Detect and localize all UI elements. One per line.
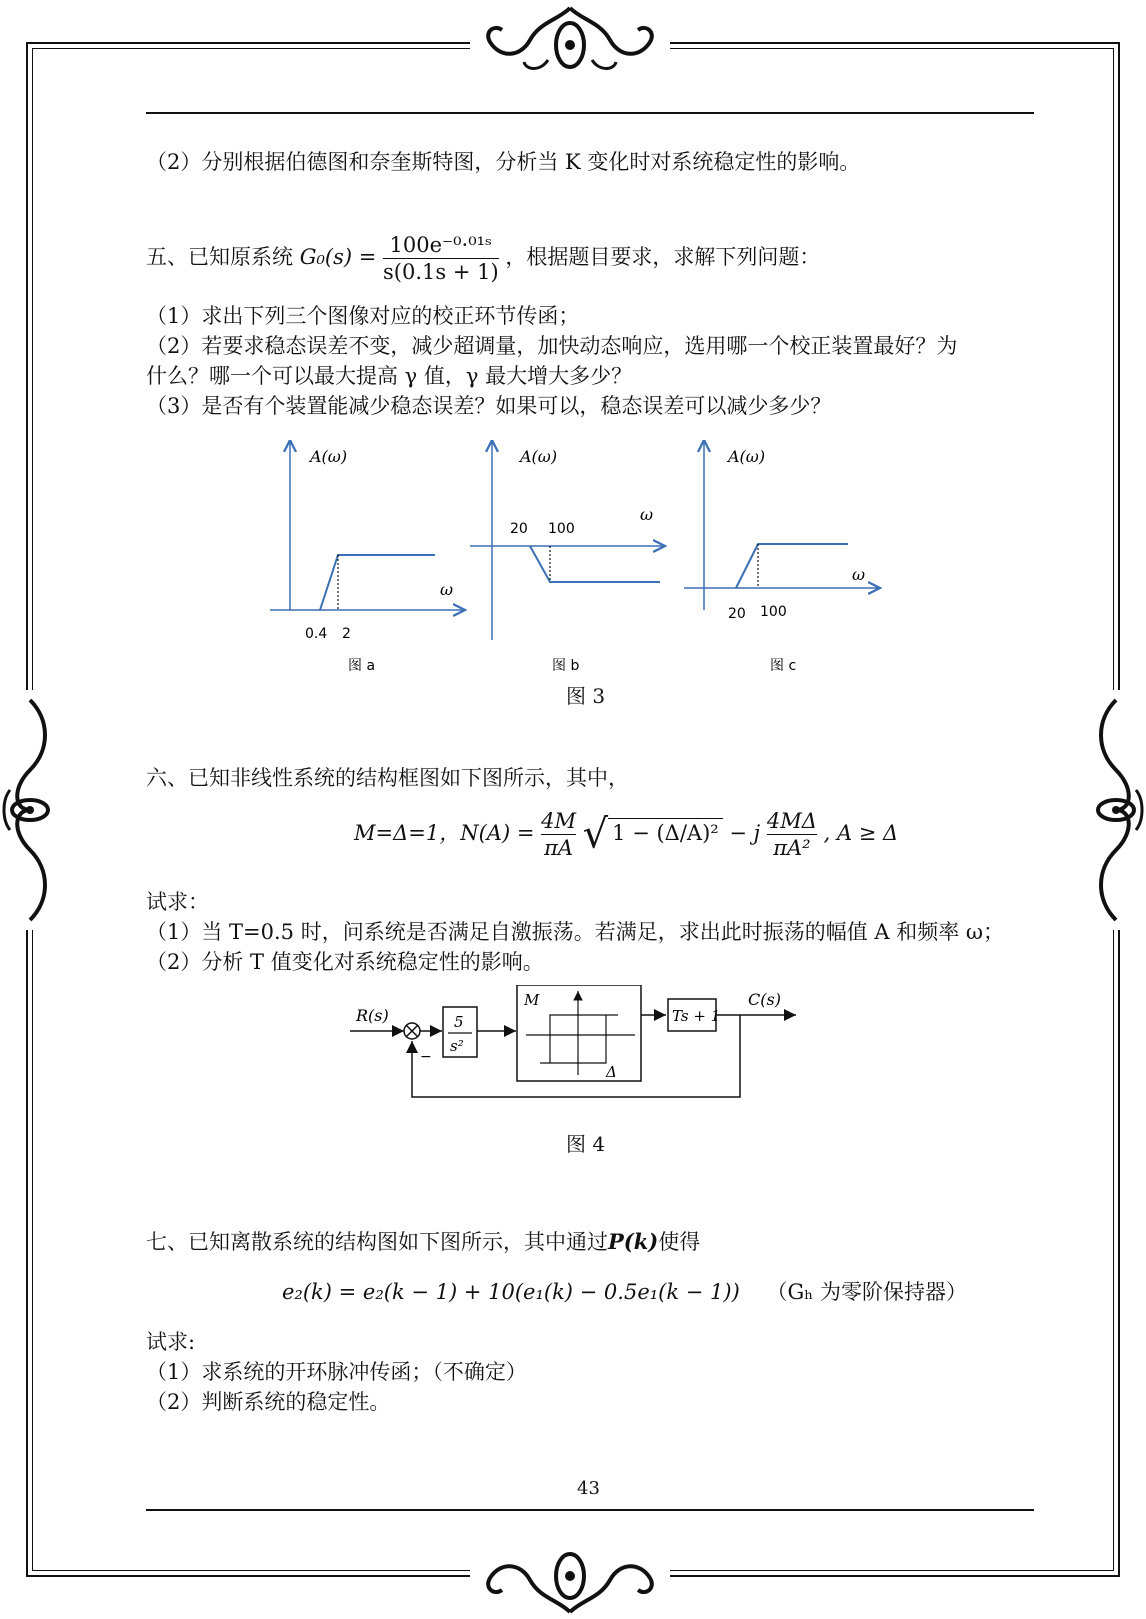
- plot-b: [470, 440, 665, 674]
- q6-part2: （2）分析 T 值变化对系统稳定性的影响。: [146, 950, 544, 974]
- plot-c-ylabel: A(ω): [728, 447, 766, 466]
- q6-frac1-den: πA: [541, 834, 576, 861]
- q6-frac2: [767, 808, 817, 861]
- figure4-caption: 图 4: [566, 1132, 606, 1156]
- footer-rule: [146, 1509, 1034, 1511]
- q5-intro: [146, 232, 820, 285]
- fig4-block1-den: s²: [450, 1037, 464, 1055]
- fig4-nl-delta: Δ: [606, 1063, 617, 1081]
- plot-b-tick-1: 20: [510, 521, 528, 537]
- plot-a-tick-2: 2: [342, 626, 351, 642]
- fig4-output-label: C(s): [748, 990, 781, 1009]
- q6-sqrt-sign: √: [582, 811, 609, 858]
- fig4-nl-M: M: [524, 991, 540, 1009]
- plot-a-caption: 图 a: [348, 658, 376, 674]
- q5-part1: （1）求出下列三个图像对应的校正环节传函；: [146, 304, 580, 328]
- q7-equation-line: [282, 1278, 967, 1306]
- q6-formula: [354, 808, 898, 861]
- plot-a: [270, 440, 465, 674]
- left-ornament: [0, 690, 62, 930]
- q7-part1: （1）求系统的开环脉冲传函；（不确定）: [146, 1360, 527, 1384]
- q6-condition: , A ≥ Δ: [823, 821, 899, 845]
- q6-frac1-num: 4M: [541, 809, 576, 833]
- fig4-block3-label: Ts + 1: [672, 1007, 721, 1025]
- plot-b-ylabel: A(ω): [520, 447, 558, 466]
- fig4-input-label: R(s): [356, 1006, 389, 1025]
- plot-a-xlabel: ω: [440, 580, 454, 599]
- figure3-plots: [270, 440, 910, 680]
- plot-a-tick-1: 0.4: [305, 626, 328, 642]
- q7-part2: （2）判断系统的稳定性。: [146, 1390, 391, 1414]
- q6-ask: 试求：: [146, 890, 209, 914]
- q5-fraction: [383, 232, 499, 285]
- bottom-ornament: [470, 1540, 670, 1619]
- plot-c-tick-2: 100: [760, 604, 787, 620]
- fig4-minus-sign: −: [420, 1049, 432, 1065]
- q6-intro: 六、已知非线性系统的结构框图如下图所示，其中，: [146, 766, 629, 790]
- q6-minus-j: − j: [729, 821, 761, 845]
- q5-part2b: 什么？哪一个可以最大提高 γ 值，γ 最大增大多少？: [146, 364, 633, 388]
- plot-c-xlabel: ω: [852, 565, 866, 584]
- q6-frac2-num: 4MΔ: [766, 809, 817, 833]
- q7-pk: P(k): [608, 1229, 659, 1254]
- q7-intro-post: 使得: [658, 1230, 701, 1254]
- plot-c: [684, 440, 880, 674]
- figure3-caption: 图 3: [566, 684, 606, 708]
- plot-c-caption: 图 c: [770, 658, 797, 674]
- plot-b-tick-2: 100: [548, 521, 575, 537]
- plot-c-tick-1: 20: [728, 606, 746, 622]
- right-ornament: [1084, 690, 1146, 930]
- q7-note: （Gₕ 为零阶保持器）: [766, 1280, 968, 1304]
- q5-g0: G₀(s) =: [299, 245, 377, 269]
- q6-frac2-den: πA²: [767, 834, 817, 861]
- top-ornament: [470, 0, 670, 80]
- plot-b-caption: 图 b: [552, 658, 580, 674]
- q4-part2: （2）分别根据伯德图和奈奎斯特图，分析当 K 变化时对系统稳定性的影响。: [146, 150, 861, 174]
- page-number: 43: [577, 1478, 600, 1499]
- figure4-block-diagram: [350, 985, 830, 1135]
- q6-sqrt-body: 1 − (Δ/A)²: [608, 818, 723, 847]
- fig4-block1-num: 5: [454, 1013, 464, 1031]
- q5-intro-post: ，根据题目要求，求解下列问题：: [505, 245, 821, 269]
- q5-intro-pre: 五、已知原系统: [146, 245, 300, 269]
- q7-intro-text: 七、已知离散系统的结构图如下图所示，其中通过: [146, 1230, 608, 1254]
- q7-equation: e₂(k) = e₂(k − 1) + 10(e₁(k) − 0.5e₁(k − 1)): [282, 1280, 740, 1304]
- q5-denominator: s(0.1s + 1): [383, 260, 499, 284]
- q7-intro: [146, 1228, 700, 1256]
- q5-part3: （3）是否有个装置能减少稳态误差？如果可以，稳态误差可以减少多少？: [146, 394, 832, 418]
- q5-part2a: （2）若要求稳态误差不变，减少超调量，加快动态响应，选用哪一个校正装置最好？为: [146, 334, 958, 358]
- q7-ask: 试求:: [146, 1330, 196, 1354]
- q6-frac1: [541, 808, 576, 861]
- plot-a-ylabel: A(ω): [310, 447, 348, 466]
- plot-b-xlabel: ω: [640, 505, 654, 524]
- q6-formula-lhs: M=Δ=1，N(A) =: [354, 821, 535, 845]
- q6-part1: （1）当 T=0.5 时，问系统是否满足自激振荡。若满足，求出此时振荡的幅值 A 和频率 ω；: [146, 920, 1005, 944]
- q5-numerator: 100e⁻⁰·⁰¹ˢ: [389, 233, 493, 257]
- header-rule: [146, 112, 1034, 114]
